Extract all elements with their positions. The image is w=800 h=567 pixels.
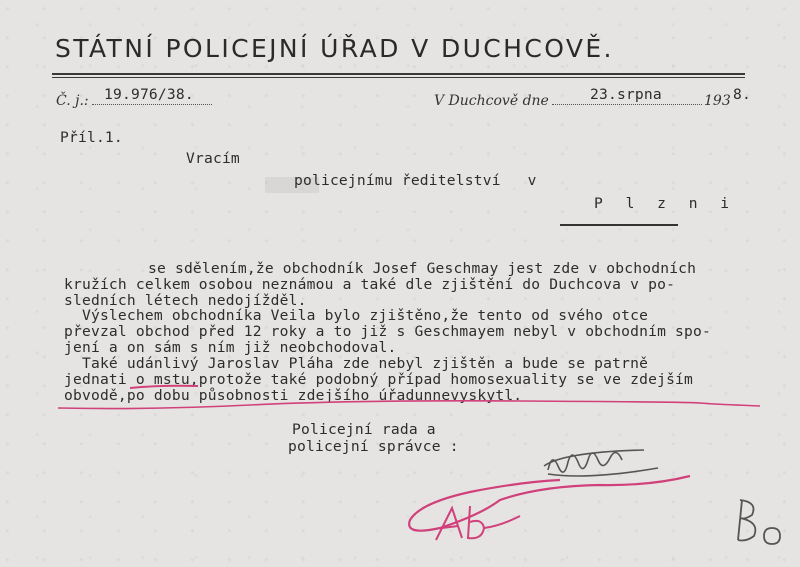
pink-underline-stroke [58, 401, 760, 409]
year-prefix: 193 [704, 93, 731, 109]
corner-pencil-note [738, 500, 780, 544]
body-line: sledních létech nedojížděl. [64, 292, 307, 309]
body-line: se sdělením,že obchodník Josef Geschmay jest zde v obchodních [148, 260, 697, 277]
body-line: Výslechem obchodníka Veila bylo zjištěno,že tento od svého otce [64, 307, 649, 324]
signature-title-line2: policejní správce : [288, 438, 459, 455]
year-suffix: 8. [733, 86, 751, 103]
signature-title-line1: Policejní rada a [292, 421, 436, 438]
place-label: V Duchcově dne [434, 93, 549, 109]
underline-o-mstu [130, 386, 198, 388]
recipient-line: policejnímu ředitelství v [294, 172, 537, 189]
salutation-verb: Vracím [186, 150, 240, 167]
body-line: jednati o mstu,protože také podobný případ homosexuality se ve zdejším [64, 371, 694, 388]
pink-flourish-stroke [409, 476, 690, 531]
body-line: jení a on sám s ním již neobchodoval. [64, 339, 397, 356]
body-line: kružích celkem osobou neznámou a také dle zjištění do Duchcova v po- [64, 276, 676, 293]
pink-initials [436, 506, 520, 540]
body-line: převzal obchod před 12 roky a to již s Geschmayem nebyl v obchodním spo- [64, 323, 712, 340]
body-line: Také udánlivý Jaroslav Pláha zde nebyl zjištěn a bude se patrně [64, 355, 649, 372]
ref-number: 19.976/38. [104, 86, 194, 103]
ref-label: Č. j.: [56, 93, 89, 109]
letterhead-title: STÁTNÍ POLICEJNÍ ÚŘAD V DUCHCOVĚ. [55, 34, 614, 63]
date-value: 23.srpna [590, 86, 662, 103]
body-line: obvodě,po dobu působnosti zdejšího úřadunnevyskytl. [64, 387, 523, 404]
recipient-city: P l z n i [594, 195, 737, 212]
signature-scrawl [544, 450, 658, 476]
attachment-note: Příl.1. [60, 129, 123, 146]
